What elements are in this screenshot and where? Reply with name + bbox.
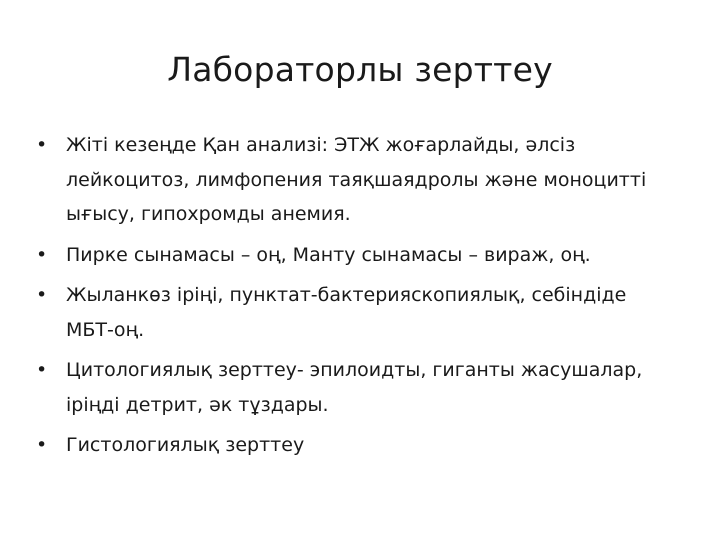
- bullet-icon: •: [36, 243, 48, 266]
- bullet-text: Пирке сынамасы – оң, Манту сынамасы – вираж, оң.: [66, 243, 591, 266]
- bullet-text: Цитологиялық зерттеу- эпилоидты, гиганты жасушалар, іріңді детрит, әк тұздары.: [66, 359, 643, 416]
- list-item: [36, 128, 676, 232]
- slide-title: Лабораторлы зерттеу: [167, 50, 553, 89]
- bullet-text: Жыланкөз іріңі, пунктат-бактерияскопиялық, себіндіде МБТ-оң.: [66, 284, 627, 341]
- bullet-icon: •: [36, 134, 48, 156]
- bullet-list: [36, 128, 676, 469]
- list-item: [36, 428, 676, 463]
- list-item: [36, 353, 676, 422]
- list-item: [36, 278, 676, 347]
- bullet-icon: •: [36, 434, 48, 456]
- bullet-icon: •: [36, 359, 48, 381]
- bullet-text: Гистологиялық зерттеу: [66, 434, 305, 456]
- list-item: [36, 238, 676, 273]
- bullet-text: Жіті кезеңде Қан анализі: ЭТЖ жоғарлайды, әлсіз лейкоцитоз, лимфопения таяқшаядролы және моноцитті ығысу, гипохромды анемия.: [66, 134, 647, 225]
- bullet-icon: •: [36, 284, 48, 306]
